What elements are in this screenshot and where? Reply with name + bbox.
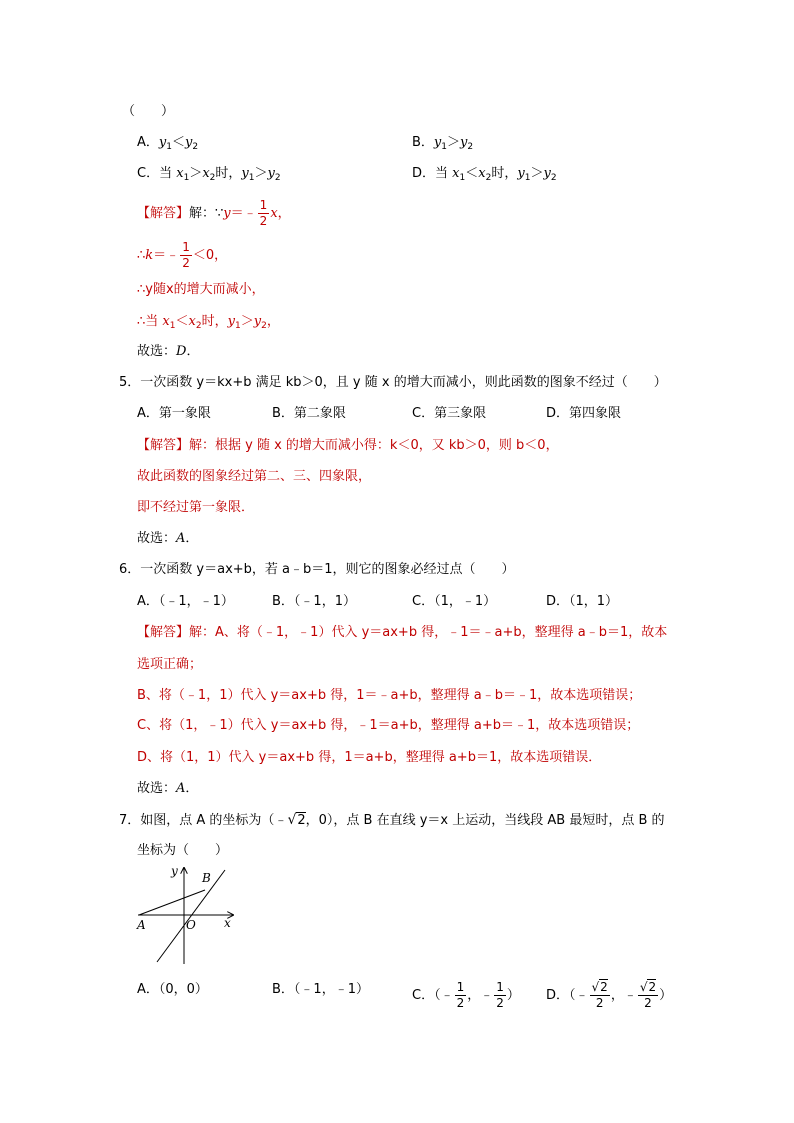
q5-option-c[interactable]: C．第三象限 <box>412 406 487 421</box>
q4-option-b[interactable]: B．$y_1>y_2$ <box>412 135 474 152</box>
x-axis-label: x <box>224 916 231 930</box>
q7-option-b[interactable]: B．（﹣1，﹣1） <box>272 982 369 997</box>
q6-solution-line-3: B、将（﹣1，1）代入 y＝ax+b 得，1＝﹣a+b，整理得 a﹣b＝﹣1，故本选项错误； <box>137 688 642 703</box>
q7-stem-line-2: 坐标为（ ） <box>137 843 229 858</box>
q4-solution-line-2: ∴k＝﹣ $\frac{1}{2}$ ＜0， <box>137 240 228 270</box>
q4-solution-line-1: 【解答】解：∵y＝﹣ $\frac{1}{2}$ x， <box>137 198 291 228</box>
q4-option-a[interactable]: A．$y_1<y_2$ <box>137 135 199 152</box>
frac-den: 2 <box>259 214 268 228</box>
q7-option-c[interactable]: C．（﹣ $\frac{1}{2}$ ，﹣ $\frac{1}{2}$ ） <box>412 980 520 1010</box>
q5-solution-line-4: 故选：A． <box>137 531 199 546</box>
q4-solution-line-4: ∴当 $x_1<x_2$时，$y_1>y_2$， <box>137 314 280 331</box>
q4-solution-line-5: 故选：D． <box>137 344 200 359</box>
q5-solution-line-3: 即不经过第一象限． <box>137 500 255 515</box>
q6-stem: 6．一次函数 y＝ax+b，若 a﹣b＝1，则它的图象必经过点（ ） <box>119 562 515 577</box>
point-b-label: B <box>202 871 211 885</box>
solution-label: 【解答】 <box>137 206 190 221</box>
q5-solution-line-1: 【解答】解：根据 y 随 x 的增大而减小得：k＜0，又 kb＞0，则 b＜0， <box>137 438 559 453</box>
q5-option-d[interactable]: D．第四象限 <box>546 406 622 421</box>
q6-option-c[interactable]: C．（1，﹣1） <box>412 594 497 609</box>
q6-option-b[interactable]: B．（﹣1，1） <box>272 594 356 609</box>
line-y-equals-x <box>157 870 225 962</box>
q4-solution-line-3: ∴y随x的增大而减小， <box>137 282 265 297</box>
q7-figure <box>133 860 238 968</box>
q6-solution-line-2: 选项正确； <box>137 657 203 672</box>
solution-label: 【解答】 <box>137 625 190 640</box>
q4-option-c[interactable]: C．当 $x_1>x_2$时，$y_1>y_2$ <box>137 166 281 183</box>
q6-solution-line-5: D、将（1，1）代入 y＝ax+b 得，1＝a+b，整理得 a+b＝1，故本选项错误． <box>137 750 602 765</box>
q6-solution-line-4: C、将（1，﹣1）代入 y＝ax+b 得，﹣1＝a+b，整理得 a+b＝﹣1，故本选项错误； <box>137 718 640 733</box>
solution-label: 【解答】 <box>137 438 190 453</box>
q5-option-a[interactable]: A．第一象限 <box>137 406 211 421</box>
y-axis-label: y <box>171 864 178 878</box>
q5-solution-line-2: 故此函数的图象经过第二、三、四象限， <box>137 469 372 484</box>
q4-option-d[interactable]: D．当 $x_1<x_2$时，$y_1>y_2$ <box>412 166 557 183</box>
q6-option-a[interactable]: A．（﹣1，﹣1） <box>137 594 234 609</box>
frac-num: 1 <box>259 198 268 212</box>
origin-label: O <box>186 918 196 932</box>
q6-solution-line-1: 【解答】解：A、将（﹣1，﹣1）代入 y＝ax+b 得，﹣1＝﹣a+b，整理得 a﹣b＝1，故本 <box>137 625 668 640</box>
q5-option-b[interactable]: B．第二象限 <box>272 406 346 421</box>
point-a-label: A <box>137 918 146 932</box>
q7-option-a[interactable]: A．（0，0） <box>137 982 208 997</box>
q5-stem: 5．一次函数 y＝kx+b 满足 kb＞0，且 y 随 x 的增大而减小，则此函数的图象不经过（ ） <box>119 375 667 390</box>
q4-stem-tail: （ ） <box>122 104 175 119</box>
q6-option-d[interactable]: D．（1，1） <box>546 594 619 609</box>
q7-stem-line-1: 7．如图，点 A 的坐标为（﹣√2，0），点 B 在直线 y＝x 上运动，当线段 AB 最短时，点 B 的 <box>119 812 665 828</box>
q6-solution-line-6: 故选：A． <box>137 781 199 796</box>
q7-option-d[interactable]: D．（﹣ $\frac{√2}{2}$ ，﹣ $\frac{√2}{2}$ ） <box>546 980 673 1010</box>
